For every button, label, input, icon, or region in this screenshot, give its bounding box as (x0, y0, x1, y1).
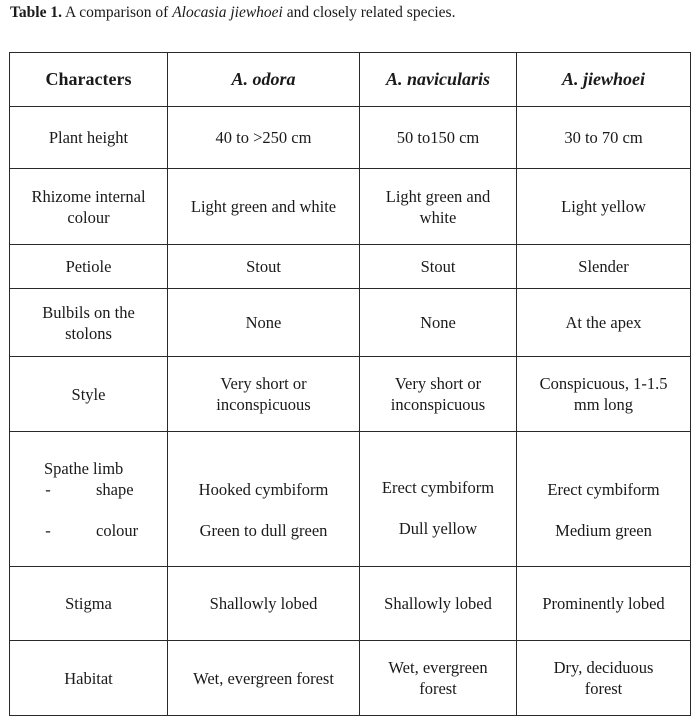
cell: Hooked cymbiform Green to dull green (168, 432, 360, 567)
cell: Stout (360, 245, 517, 289)
table-row (10, 432, 691, 567)
cell: Slender (517, 245, 691, 289)
cell: None (360, 289, 517, 357)
cell: Very short or inconspicuous (360, 357, 517, 432)
species-comparison-table (9, 52, 691, 716)
row-label-style: Style (10, 357, 168, 432)
caption-species: Alocasia jiewhoei (172, 4, 283, 21)
row-label-stigma: Stigma (10, 567, 168, 641)
cell: Wet, evergreen forest (168, 641, 360, 716)
caption-text-after: and closely related species. (286, 4, 456, 21)
cell: At the apex (517, 289, 691, 357)
table-row (10, 357, 691, 432)
header-a-odora: A. odora (168, 53, 360, 107)
row-label-rhizome: Rhizome internal colour (10, 169, 168, 245)
header-row (10, 53, 691, 107)
row-label-petiole: Petiole (10, 245, 168, 289)
row-label-habitat: Habitat (10, 641, 168, 716)
header-characters: Characters (10, 53, 168, 107)
cell: 40 to >250 cm (168, 107, 360, 169)
table-row (10, 289, 691, 357)
row-label-spathe: Spathe limb - shape - colour (10, 432, 168, 567)
table-row (10, 641, 691, 716)
caption-text-before: A comparison of (65, 4, 169, 21)
table-row (10, 245, 691, 289)
header-a-navicularis: A. navicularis (360, 53, 517, 107)
cell: Light yellow (517, 169, 691, 245)
cell: Light green and white (168, 169, 360, 245)
table-row (10, 107, 691, 169)
cell: Light green and white (360, 169, 517, 245)
row-label-bulbils: Bulbils on the stolons (10, 289, 168, 357)
cell: Shallowly lobed (360, 567, 517, 641)
cell: Stout (168, 245, 360, 289)
cell: None (168, 289, 360, 357)
table-row (10, 169, 691, 245)
cell: Erect cymbiform Dull yellow (360, 432, 517, 567)
table-caption (10, 4, 455, 22)
caption-label: Table 1. (10, 4, 62, 21)
table-row (10, 567, 691, 641)
cell: Erect cymbiform Medium green (517, 432, 691, 567)
cell: Conspicuous, 1-1.5 mm long (517, 357, 691, 432)
cell: Shallowly lobed (168, 567, 360, 641)
cell: 50 to150 cm (360, 107, 517, 169)
header-a-jiewhoei: A. jiewhoei (517, 53, 691, 107)
cell: Prominently lobed (517, 567, 691, 641)
cell: 30 to 70 cm (517, 107, 691, 169)
row-label-plant-height: Plant height (10, 107, 168, 169)
cell: Very short or inconspicuous (168, 357, 360, 432)
cell: Dry, deciduous forest (517, 641, 691, 716)
cell: Wet, evergreen forest (360, 641, 517, 716)
